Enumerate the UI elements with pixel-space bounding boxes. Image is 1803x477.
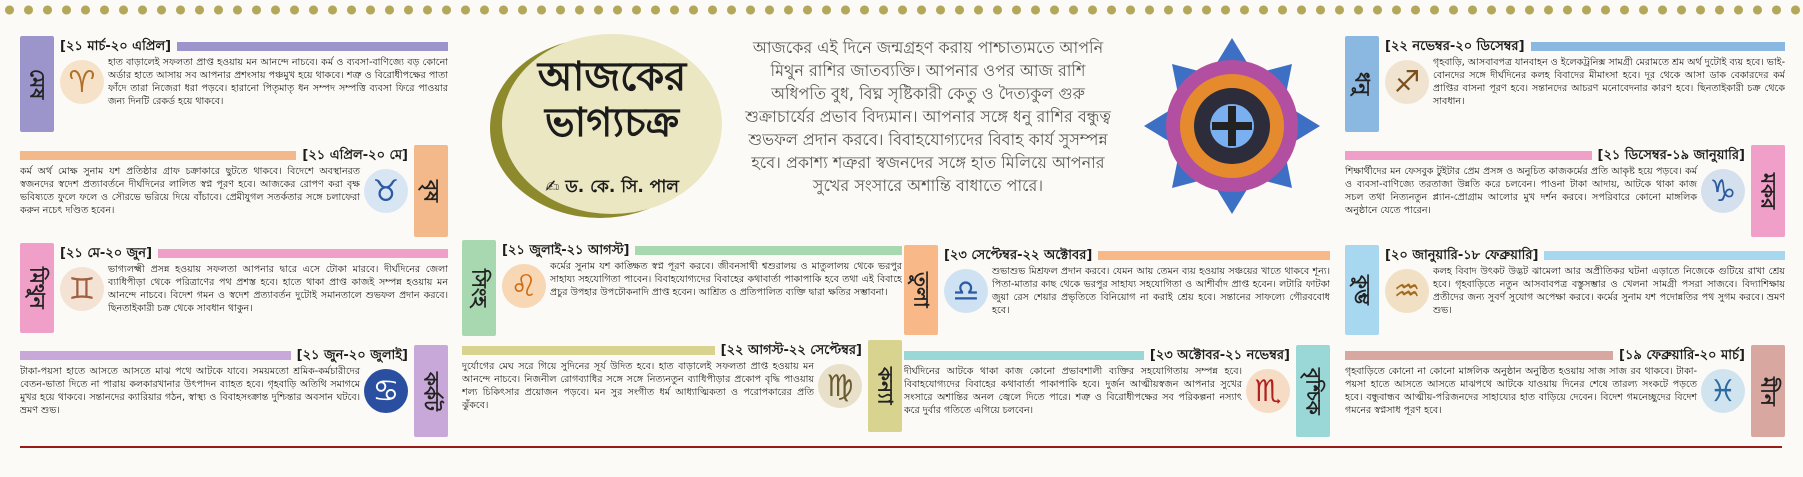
sign-dates: [২৩ অক্টোবর-২১ নভেম্বর] [1149,347,1290,363]
sign-name-tab: কন্যা [868,340,902,432]
sign-dates: [২২ আগস্ট-২২ সেপ্টেম্বর] [720,342,862,358]
virgo-icon: ♍ [818,364,862,408]
sign-name-tab: সিংহ [462,240,496,336]
taurus-icon: ♉ [364,169,408,213]
accent-bar [158,249,448,258]
accent-bar [1544,251,1785,260]
sign-block-aquarius [1345,245,1785,335]
accent-bar [1531,42,1785,51]
accent-bar [1345,151,1592,160]
sign-block-virgo [462,340,902,432]
accent-bar [635,246,902,255]
sign-block-libra [904,245,1330,335]
sign-text: টাকা-পয়সা হাতে আসতে আসতে মাঝ পথে আটকে যাবে। সময়মতো শ্রমিক-কর্মচারীদের বেতন-ভাতা দিতে না পারায় কলকারখানার উৎপাদন ব্যাহত হবে। গৃহবাড়ি অতিথি সমাগমে মুখর হয়ে থাকবে। সন্তানদের ক্যারিয়ার গঠন, স্বাস্থ্য ও বিবাহসংক্রান্ত দুশ্চিন্তার অবসান ঘটবে। ভ্রমণ শুভ। [20,366,360,416]
sign-name-tab: কুম্ভ [1345,245,1379,335]
accent-bar [1345,351,1613,360]
sign-dates: [২১ ডিসেম্বর-১৯ জানুয়ারি] [1597,147,1745,163]
accent-bar [177,42,448,51]
sign-name-tab: বৃশ্চিক [1296,345,1330,437]
sign-text: গৃহবাড়িতে কোনো না কোনো মাঙ্গলিক অনুষ্ঠান অনুষ্ঠিত হওয়ায় সাজ সাজ রব থাকবে। টাকা-পয়সা হাতে আসতে আসতে মাঝপথে আটকে যাওয়ায় দিনের শেষে তারল্য সংকটে পড়তে হবে। বন্ধুবান্ধব আত্মীয়-পরিজনদের সাহায্যের হাত বাড়িয়ে দেবেন। বিদেশ গমনেচ্ছুদের বিদেশ গমনের স্বপ্নসাধ পূরণ হবে। [1345,366,1697,416]
aries-icon: ♈ [60,60,104,104]
sign-dates: [২১ মে-২০ জুন] [60,245,153,261]
bottom-rule [20,446,1782,448]
aquarius-icon: ♒ [1385,269,1429,313]
sign-name-tab: মীন [1751,345,1785,437]
author-line [502,174,722,202]
sign-text: কলহ বিবাদ উৎকট উদ্ভট ঝামেলা আর অপ্রীতিকর ঘটনা এড়াতে নিজেকে গুটিয়ে রাখা শ্রেয় হবে। গৃহবাড়িতে নতুন আসবাবপত্র বস্তুসম্ভার ও খেলনা সামগ্রী পসরা সাজবে। বিদ্যাশিক্ষায় প্রতীদের জন্য সুবর্ণ সুযোগ অপেক্ষা করবে। কর্মের সুনাম যশ পদোন্নতির পথ সুগম করবে। ভ্রমণ শুভ। [1433,266,1785,316]
accent-bar [20,151,296,160]
sign-name-tab: তুলা [904,245,938,335]
sign-text: শুভাশুভ মিশ্রফল প্রদান করবে। যেমন আয় তেমন ব্যয় হওয়ায় সঞ্চয়ের খাতে থাকবে শূন্য। পিতা-মাতার কাছ থেকে ভরপুর সাহায্য সহযোগিতা ও আশীর্বাদ প্রাপ্ত হবেন। লটারি ফাটকা জুয়া রেস শেয়ার প্রভৃতিতে বিনিয়োগ না করাই শ্রেয় হবে। সন্তানের সাফল্যে গৌরববোধ হবে। [992,266,1330,316]
pisces-icon: ♓ [1701,369,1745,413]
sign-name-tab: মকর [1751,145,1785,237]
sign-block-sagittarius [1345,36,1785,132]
sign-block-taurus [20,145,448,237]
leo-icon: ♌ [502,264,546,308]
sign-name-tab: বৃষ [414,145,448,237]
sign-dates: [২১ মার্চ-২০ এপ্রিল] [60,38,172,54]
sign-block-leo [462,240,902,336]
author-name: ড. কে. সি. পাল [565,177,679,197]
title-line-2: ভাগ্যচক্র [544,100,680,146]
accent-bar [904,351,1144,360]
sign-text: কর্মের সুনাম যশ কাঙ্ক্ষিত স্বপ্ন পূরণ করবে। জীবনসাথী শ্বশুরালয় ও মাতুলালয় থেকে ভরপুর সাহায্য সহযোগিতা পাবেন। বিবাহযোগ্যদের বিবাহের কথাবার্তা পাকাপাকি হবে তথা এই বিবাহে প্রচুর উপহার উপঢৌকনাদি প্রাপ্ত হবেন। আশ্রিত ও প্রতিপালিত ব্যক্তি দ্বারা ক্ষতির সম্ভাবনা। [550,261,902,298]
title-emblem [502,34,722,214]
sign-block-pisces [1345,345,1785,437]
intro-paragraph: আজকের এই দিনে জন্মগ্রহণ করায় পাশ্চাত্যমতে আপনি মিথুন রাশির জাতব্যক্তি। আপনার ওপর আজ রাশি অধিপতি বুধ, বিঘ্ন সৃষ্টিকারী কেতু ও দৈত্যকুল গুরু শুক্রাচার্যের প্রভাব বিদ্যমান। আপনার সঙ্গে ধনু রাশির বন্ধুত্ব শুভফল প্রদান করবে। বিবাহযোগ্যদের বিবাহ কার্য সুসম্পন্ন হবে। প্রকাশ্য শত্রুরা স্বজনদের সঙ্গে হাত মিলিয়ে আপনার সুখের সংসারে অশান্তি বাধাতে পারে। [745,38,1111,195]
sign-dates: [১৯ ফেব্রুয়ারি-২০ মার্চ] [1619,347,1745,363]
gemini-icon: ♊ [60,267,104,311]
sign-dates: [২১ জুন-২০ জুলাই] [296,347,408,363]
cancer-icon: ♋ [364,369,408,413]
sign-text: গৃহবাড়ি, আসবাবপত্র যানবাহন ও ইলেকট্রনিক্স সামগ্রী মেরামতে শ্রম অর্থ দুটোই ব্যয় হবে। ভাই-বোনদের সঙ্গে দীর্ঘদিনের কলহ বিবাদের মীমাংসা হবে। দূর থেকে আসা ডাক বেকারদের কর্ম প্রাপ্তির বাসনা পূরণ হবে। সন্তানদের আচরণ মনোবেদনার কারণ হবে। ছিনতাইকারী চক্র থেকে সাবধান। [1433,57,1785,107]
sign-name-tab: ধনু [1345,36,1379,132]
sign-text: শিক্ষার্থীদের মন ফেসবুক টুইটার প্রেম প্রসঙ্গ ও অনুচিত কাজকর্মের প্রতি আকৃষ্ট হয়ে পড়বে। কর্ম ও ব্যবসা-বাণিজ্যে তরতাজা উন্নতি করে চলবেন। পাওনা টাকা আদায়, আটকে থাকা কাজ সচল তথা নিত্যনতুন প্ল্যান-প্রোগ্রাম আলোর মুখ দর্শন করবে। সপরিবারে কোনো মাঙ্গলিক অনুষ্ঠানে যেতে পারেন। [1345,166,1697,216]
sign-dates: [২৩ সেপ্টেম্বর-২২ অক্টোবর] [944,247,1093,263]
sign-text: হাত বাড়ালেই সফলতা প্রাপ্ত হওয়ায় মন আনন্দে নাচবে। কর্ম ও ব্যবসা-বাণিজ্যে বড় কোনো অর্ডার হাতে আসায় সব আপনার প্রশংসায় পঞ্চমুখ হয়ে থাকবে। শত্রু ও বিরোধীপক্ষের পাতা ফাঁদে তারা নিজেরা ধরা পড়বে। হারানো পিতৃমাতৃ ধন সম্পদ সম্পত্তি ব্যবসা ফিরে পাওয়ার জন্য দিনটি রেকর্ড হয়ে থাকবে। [108,57,448,107]
pen-icon: ✍ [545,177,560,197]
sign-text: কর্ম অর্থ মোক্ষ সুনাম যশ প্রতিষ্ঠার গ্রাফ চক্রাকারে ছুটতে থাকবে। বিদেশে অবস্থানরত স্বজনদের স্বদেশ প্রত্যাবর্তনে দীর্ঘদিনের লালিত স্বপ্ন পূরণ হবে। আজকের রোপণ করা বৃক্ষ ভবিষ্যতে ফুলে ফলে ও সৌরভে ভরিয়ে দিয়ে বাঁচাবে। প্রেমীযুগল সতর্কতার সঙ্গে চলাফেরা করুন নচেৎ দণ্ডিত হবেন। [20,166,360,216]
sign-block-cancer [20,345,448,437]
accent-bar [20,351,291,360]
sign-name-tab: মিথুন [20,243,54,333]
sign-dates: [২২ নভেম্বর-২০ ডিসেম্বর] [1385,38,1525,54]
libra-icon: ♎ [944,269,988,313]
sign-text: দীর্ঘদিনের আটকে থাকা কাজ কোনো প্রভাবশালী ব্যক্তির সহযোগিতায় সম্পন্ন হবে। বিবাহযোগ্যদের বিবাহের কথাবার্তা পাকাপাকি হবে। দুর্জন আত্মীয়স্বজন আপনার সুখের সংসারে অশান্তির অনল জ্বেলে দিতে পারে। শত্রু ও বিরোধীপক্ষের সব পরিকল্পনা নস্যাৎ করে দুর্বার গতিতে এগিয়ে চলবেন। [904,366,1242,416]
sign-block-aries [20,36,448,132]
capricorn-icon: ♑ [1701,169,1745,213]
wheel-segments [1144,38,1320,214]
title-line-1: আজকের [537,54,687,100]
dotted-border [0,4,1803,16]
accent-bar [462,346,715,355]
sagittarius-icon: ♐ [1385,60,1429,104]
zodiac-wheel-image [1142,36,1322,216]
sign-block-gemini [20,243,448,333]
scorpio-icon: ♏ [1246,369,1290,413]
page-title [502,54,722,146]
sign-dates: [২১ এপ্রিল-২০ মে] [302,147,408,163]
sign-dates: [২১ জুলাই-২১ আগস্ট] [502,242,630,258]
sign-block-capricorn [1345,145,1785,237]
sign-block-scorpio [904,345,1330,437]
sign-dates: [২০ জানুয়ারি-১৮ ফেব্রুয়ারি] [1385,247,1539,263]
sign-name-tab: কর্কট [414,345,448,437]
accent-bar [1098,251,1330,260]
sign-text: দুর্যোগের মেঘ সরে গিয়ে সুদিনের সূর্য উদিত হবে। হাত বাড়ালেই সফলতা প্রাপ্ত হওয়ায় মন আনন্দে নাচবে। নিজনীল রোগব্যাধির সঙ্গে সঙ্গে নিত্যনতুন ব্যাধিপীড়ার প্রকোপ বৃদ্ধি পাওয়ায় শল্য চিকিৎসার প্রয়োজন পড়বে। মন সুর সংগীত ধর্ম আধ্যাত্মিকতা ও পরোপকারের প্রতি ঝুঁকবে। [462,361,815,411]
sign-name-tab: মেষ [20,36,54,132]
sign-text: ভাগ্যলক্ষ্মী প্রসন্ন হওয়ায় সফলতা আপনার দ্বারে এসে টোকা মারবে। দীর্ঘদিনের জেলা ব্যাধিপীড়া থেকে পরিত্রাণের পথ প্রশস্ত হবে। হাতে থাকা প্রাপ্ত কাজই সম্পন্ন হওয়ায় মন আনন্দে নাচবে। বিদেশ গমন ও স্বদেশ প্রত্যাবর্তন দুটোই সমানতালে শুভফল প্রদান করবে। ছিনতাইকারী চক্র থেকে সাবধান থাকুন। [108,264,448,314]
